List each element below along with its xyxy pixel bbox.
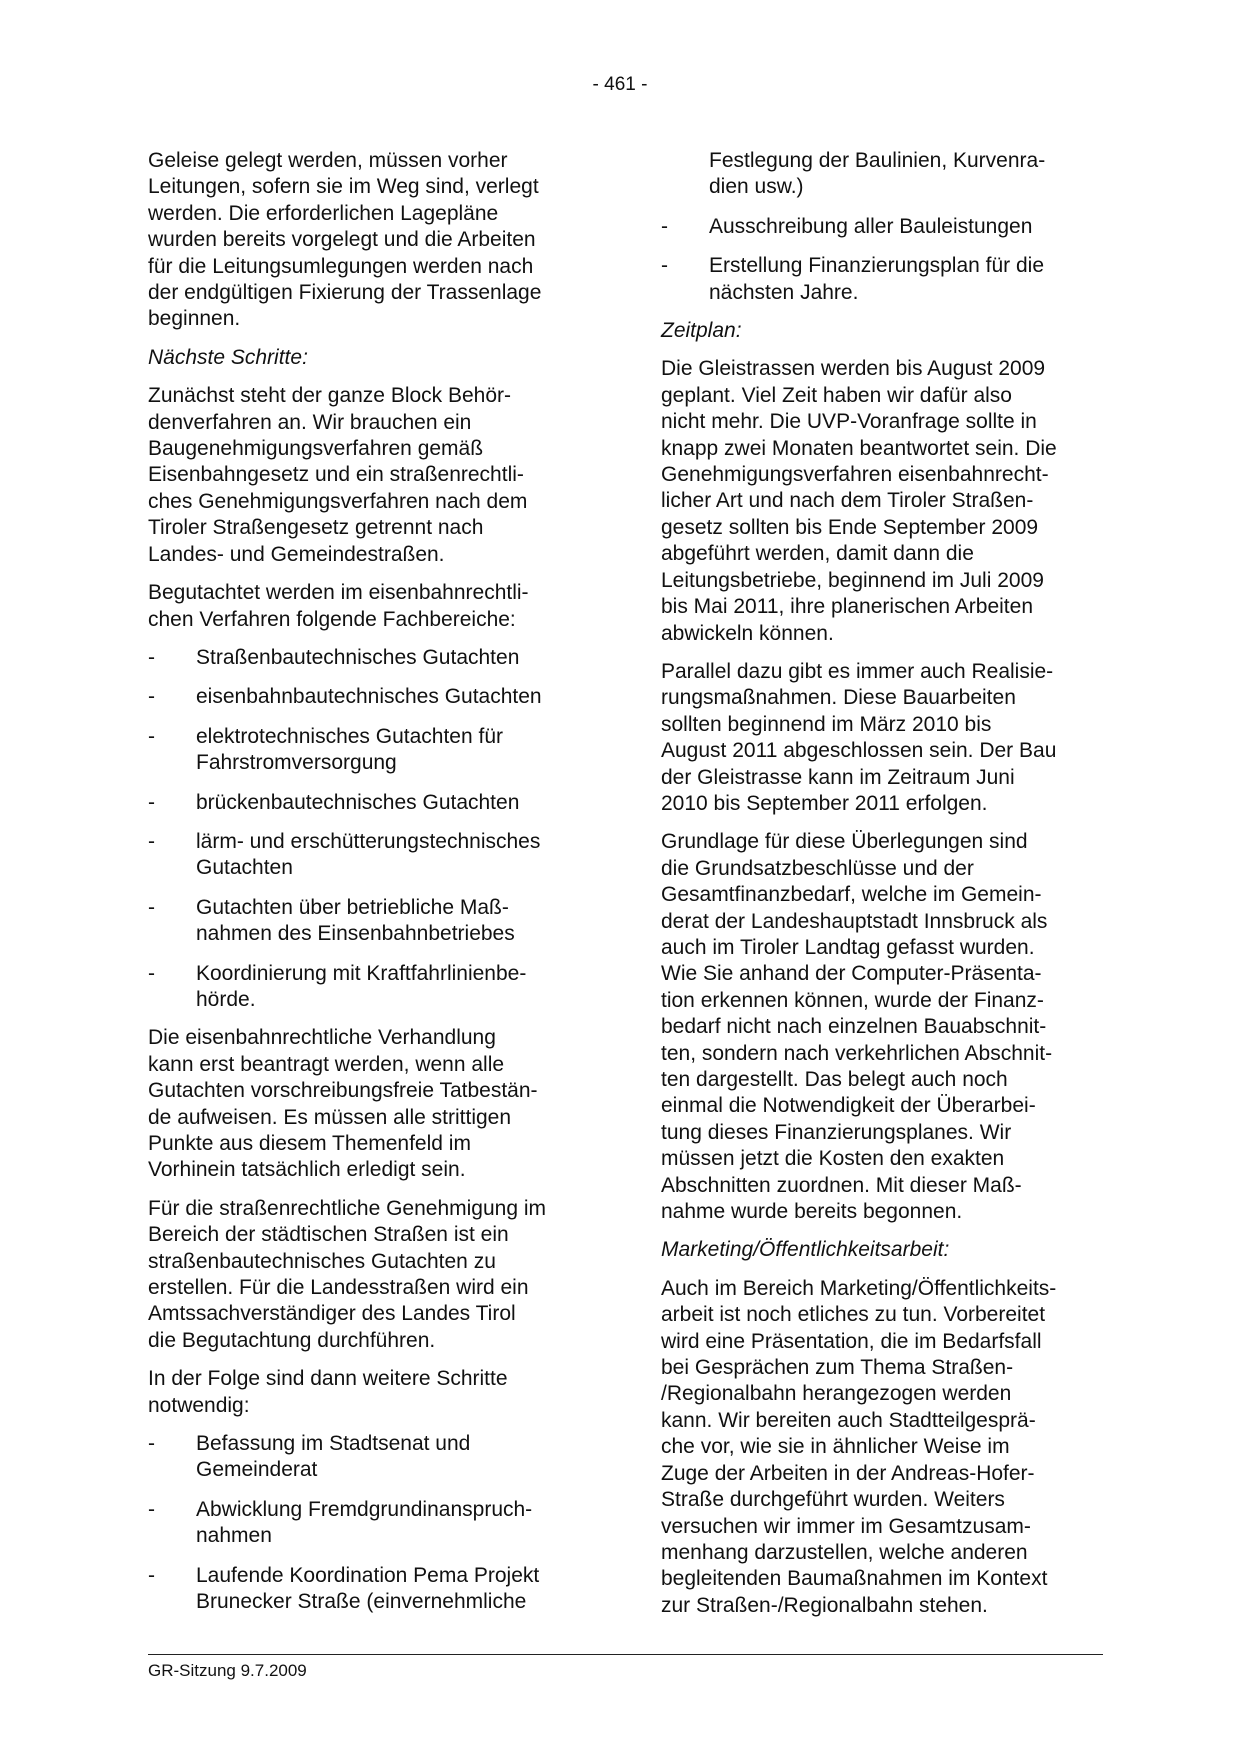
list-item-text: Koordinierung mit Kraftfahrlinienbe- hörde. <box>196 961 527 1011</box>
bullet-dash: - <box>661 214 668 238</box>
page-number: - 461 - <box>592 74 648 95</box>
list-item <box>148 895 596 948</box>
bullet-dash: - <box>661 254 668 278</box>
list-item <box>148 724 596 777</box>
paragraph: Die Gleistrassen werden bis August 2009 geplant. Viel Zeit haben wir dafür also nicht mehr. Die UVP-Voranfrage sollte in knapp zwei Monaten beantwortet sein. Die Genehmigungsverfahren eisenbahnrecht- licher Art und nach dem Tiroler Straßen- gesetz sollten bis Ende September 2009 abgeführt werden, damit dann die Leitungsbetriebe, beginnend im Juli 2009 bis Mai 2011, ihre planerischen Arbeiten abwickeln können. <box>661 357 1057 645</box>
bullet-dash: - <box>148 685 155 709</box>
paragraph: In der Folge sind dann weitere Schritte notwendig: <box>148 1367 508 1417</box>
list-item <box>148 1431 596 1484</box>
list-item-text: Festlegung der Baulinien, Kurvenra- dien usw.) <box>709 149 1046 199</box>
list-item-text: elektrotechnisches Gutachten für Fahrstromversorgung <box>196 724 504 775</box>
list-item-text: Ausschreibung aller Bauleistungen <box>709 214 1033 238</box>
bullet-dash: - <box>148 1432 155 1456</box>
list-item-continuation <box>661 148 1101 201</box>
paragraph: Auch im Bereich Marketing/Öffentlichkeits- arbeit ist noch etliches zu tun. Vorbereitet wird eine Präsentation, die im Bedarfsfall bei Gesprächen zum Thema Straßen- /Regionalbahn herangezogen werden kann. Wir bereiten auch Stadtteilgesprä- che vor, wie sie in ähnlicher Weise im Zuge der Arbeiten in der Andreas-Hofer- Straße durchgeführt wurden. Weiters versuchen wir immer im Gesamtzusam- menhang darzustellen, welche anderen begleitenden Baumaßnahmen im Kontext zur Straßen-/Regionalbahn stehen. <box>661 1276 1057 1617</box>
paragraph: Grundlage für diese Überlegungen sind die Grundsatzbeschlüsse und der Gesamtfinanzbedarf, welche im Gemein- derat der Landeshauptstadt Innsbruck als auch im Tiroler Landtag gefasst wurden. Wie Sie anhand der Computer-Präsenta- tion erkennen können, wurde der Finanz- bedarf nicht nach einzelnen Bauabschnit- ten, sondern nach verkehrlichen Abschnit- ten dargestellt. Das belegt auch noch einmal die Notwendigkeit der Überarbei- tung dieses Finanzierungsplanes. Wir müssen jetzt die Kosten den exakten Abschnitten zuordnen. Mit dieser Maß- nahme wurde bereits begonnen. <box>661 830 1053 1224</box>
list-item <box>148 1497 596 1550</box>
right-column <box>661 148 1101 1631</box>
fachbereiche-list <box>148 645 596 1013</box>
list-item <box>148 645 596 671</box>
list-item-text: lärm- und erschütterungstechnisches Gutachten <box>196 829 541 880</box>
section-heading-naechste-schritte: Nächste Schritte: <box>148 345 308 369</box>
list-item-text: Laufende Koordination Pema Projekt Brunecker Straße (einvernehmliche <box>196 1563 540 1614</box>
paragraph: Die eisenbahnrechtliche Verhandlung kann erst beantragt werden, wenn alle Gutachten vorschreibungsfreie Tatbestän- de aufweisen. Es müssen alle strittigen Punkte aus diesem Themenfeld im Vorhinein tatsächlich erledigt sein. <box>148 1026 538 1182</box>
weitere-schritte-list <box>148 1431 596 1615</box>
bullet-dash: - <box>148 1563 155 1587</box>
list-item <box>661 253 1101 306</box>
section-heading-zeitplan: Zeitplan: <box>661 319 742 343</box>
list-item <box>148 790 596 816</box>
list-item <box>148 684 596 710</box>
list-item-text: brückenbautechnisches Gutachten <box>196 790 520 814</box>
bullet-dash: - <box>148 895 155 919</box>
bullet-dash: - <box>148 829 155 853</box>
section-heading-marketing: Marketing/Öffentlichkeitsarbeit: <box>661 1238 950 1262</box>
list-item <box>148 961 596 1014</box>
list-item <box>148 1563 596 1616</box>
list-item <box>148 829 596 882</box>
weitere-schritte-list-continued <box>661 148 1101 306</box>
paragraph: Zunächst steht der ganze Block Behör- denverfahren an. Wir brauchen ein Baugenehmigungsverfahren gemäß Eisenbahngesetz und ein straßenrechtli- ches Genehmigungsverfahren nach dem Tiroler Straßengesetz getrennt nach Landes- und Gemeindestraßen. <box>148 384 528 566</box>
paragraph: Geleise gelegt werden, müssen vorher Leitungen, sofern sie im Weg sind, verlegt werden. Die erforderlichen Lagepläne wurden bereits vorgelegt und die Arbeiten für die Leitungsumlegungen werden nach der endgültigen Fixierung der Trassenlage beginnen. <box>148 149 542 331</box>
list-item <box>661 214 1101 240</box>
footer-session-label: GR-Sitzung 9.7.2009 <box>148 1661 307 1680</box>
list-item-text: Erstellung Finanzierungsplan für die nächsten Jahre. <box>709 254 1045 304</box>
bullet-dash: - <box>148 1497 155 1521</box>
bullet-dash: - <box>148 724 155 748</box>
bullet-dash: - <box>148 790 155 814</box>
paragraph: Parallel dazu gibt es immer auch Realisie- rungsmaßnahmen. Diese Bauarbeiten sollten beginnend im März 2010 bis August 2011 abgeschlossen sein. Der Bau der Gleistrasse kann im Zeitraum Juni 2010 bis September 2011 erfolgen. <box>661 659 1057 815</box>
bullet-dash: - <box>148 645 155 669</box>
list-item-text: eisenbahnbautechnisches Gutachten <box>196 685 542 709</box>
footer-divider <box>148 1654 1103 1655</box>
list-item-text: Straßenbautechnisches Gutachten <box>196 645 520 669</box>
list-item-text: Befassung im Stadtsenat und Gemeinderat <box>196 1432 471 1482</box>
bullet-dash: - <box>148 961 155 985</box>
list-item-text: Gutachten über betriebliche Maß- nahmen des Einsenbahnbetriebes <box>196 895 515 946</box>
paragraph: Begutachtet werden im eisenbahnrechtli- chen Verfahren folgende Fachbereiche: <box>148 581 529 631</box>
list-item-text: Abwicklung Fremdgrundinanspruch- nahmen <box>196 1497 533 1548</box>
paragraph: Für die straßenrechtliche Genehmigung im Bereich der städtischen Straßen ist ein straßenbautechnisches Gutachten zu erstellen. Für die Landesstraßen wird ein Amtssachverständiger des Landes Tirol die Begutachtung durchführen. <box>148 1196 547 1352</box>
left-column <box>148 148 596 1628</box>
